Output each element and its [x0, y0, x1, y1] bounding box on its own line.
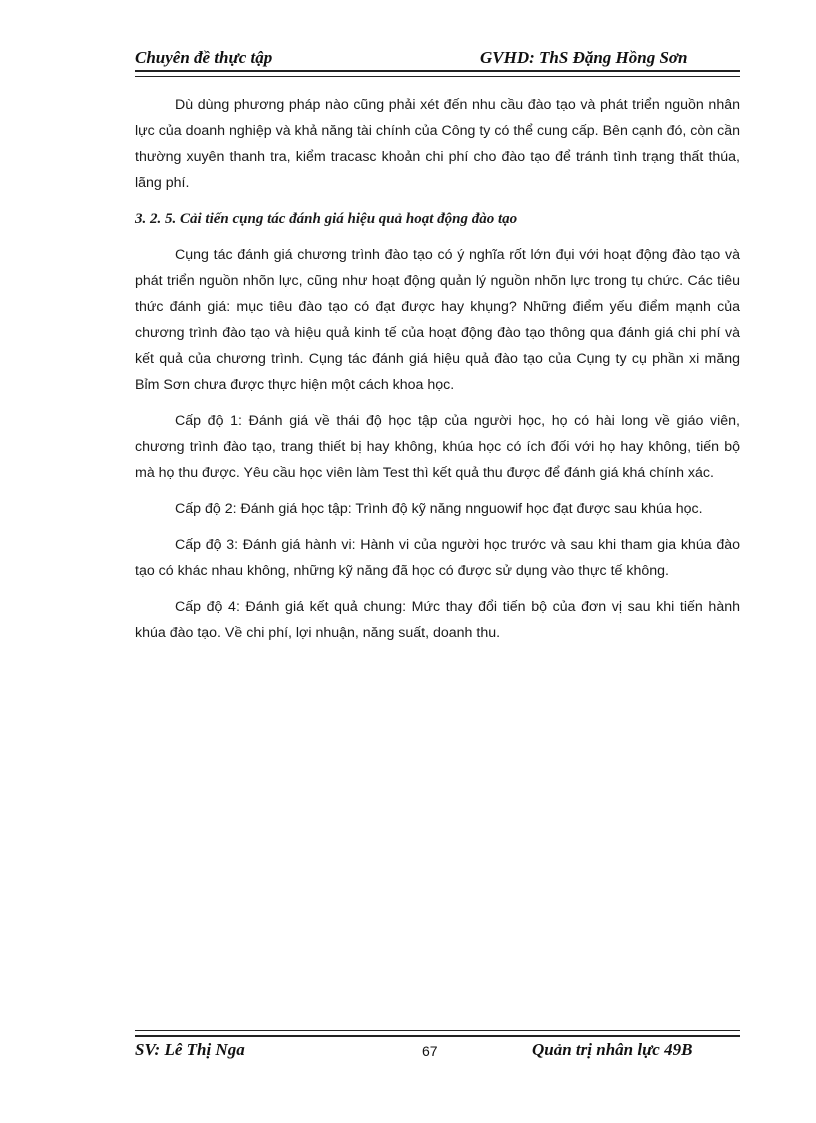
- body-paragraph: Cấp độ 3: Đánh giá hành vi: Hành vi của người học trước và sau khi tham gia khúa đào tạo có khác nhau không, những kỹ năng đã học có được sử dụng vào thực tế không.: [135, 537, 740, 579]
- section-heading: 3. 2. 5. Cải tiến cụng tác đánh giá hiệu quả hoạt động đào tạo: [135, 211, 518, 227]
- page-footer: [135, 1038, 740, 1064]
- header-report-title: Chuyên đề thực tập: [135, 48, 273, 67]
- footer-student-name: SV: Lê Thị Nga: [135, 1040, 245, 1059]
- page-header: [135, 46, 740, 70]
- body-paragraph: Cụng tác đánh giá chương trình đào tạo có ý nghĩa rốt lớn đụi với hoạt động đào tạo và phát triển nguồn nhõn lực, cũng như hoạt động quản lý nguồn nhõn lực trong tụ chức. Các tiêu thức đánh giá: mục tiêu đào tạo có đạt được hay khụng? Những điểm yếu điểm mạnh của chương trình đào tạo và hiệu quả kinh tế của hoạt động đào tạo thông qua đánh giá chi phí và kết quả của chương trình. Cụng tác đánh giá hiệu quả đào tạo của Cụng ty cụ phần xi măng Bỉm Sơn chưa được thực hiện một cách khoa học.: [135, 247, 740, 393]
- body-paragraph: Cấp độ 1: Đánh giá về thái độ học tập của người học, họ có hài long về giáo viên, chương trình đào tạo, trang thiết bị hay không, khúa học có ích đối với họ hay không, tiến bộ mà họ thu được. Yêu cầu học viên làm Test thì kết quả thu được để đánh giá khá chính xác.: [135, 413, 740, 481]
- body-paragraph: Dù dùng phương pháp nào cũng phải xét đến nhu cầu đào tạo và phát triển nguồn nhân lực của doanh nghiệp và khả năng tài chính của Công ty có thể cung cấp. Bên cạnh đó, còn cần thường xuyên thanh tra, kiểm tracasc khoản chi phí cho đào tạo để tránh tình trạng thất thúa, lãng phí.: [135, 97, 740, 191]
- footer-class: Quản trị nhân lực 49B: [532, 1040, 693, 1059]
- footer-divider: [135, 1030, 740, 1037]
- header-divider: [135, 70, 740, 77]
- page-body: [135, 92, 740, 656]
- header-supervisor: GVHD: ThS Đặng Hồng Sơn: [480, 48, 688, 67]
- page-number: 67: [422, 1043, 438, 1059]
- body-paragraph: Cấp độ 4: Đánh giá kết quả chung: Mức thay đổi tiến bộ của đơn vị sau khi tiến hành khúa đào tạo. Về chi phí, lợi nhuận, năng suất, doanh thu.: [135, 599, 740, 641]
- body-paragraph: Cấp độ 2: Đánh giá học tập: Trình độ kỹ năng nnguowif học đạt được sau khúa học.: [175, 501, 703, 517]
